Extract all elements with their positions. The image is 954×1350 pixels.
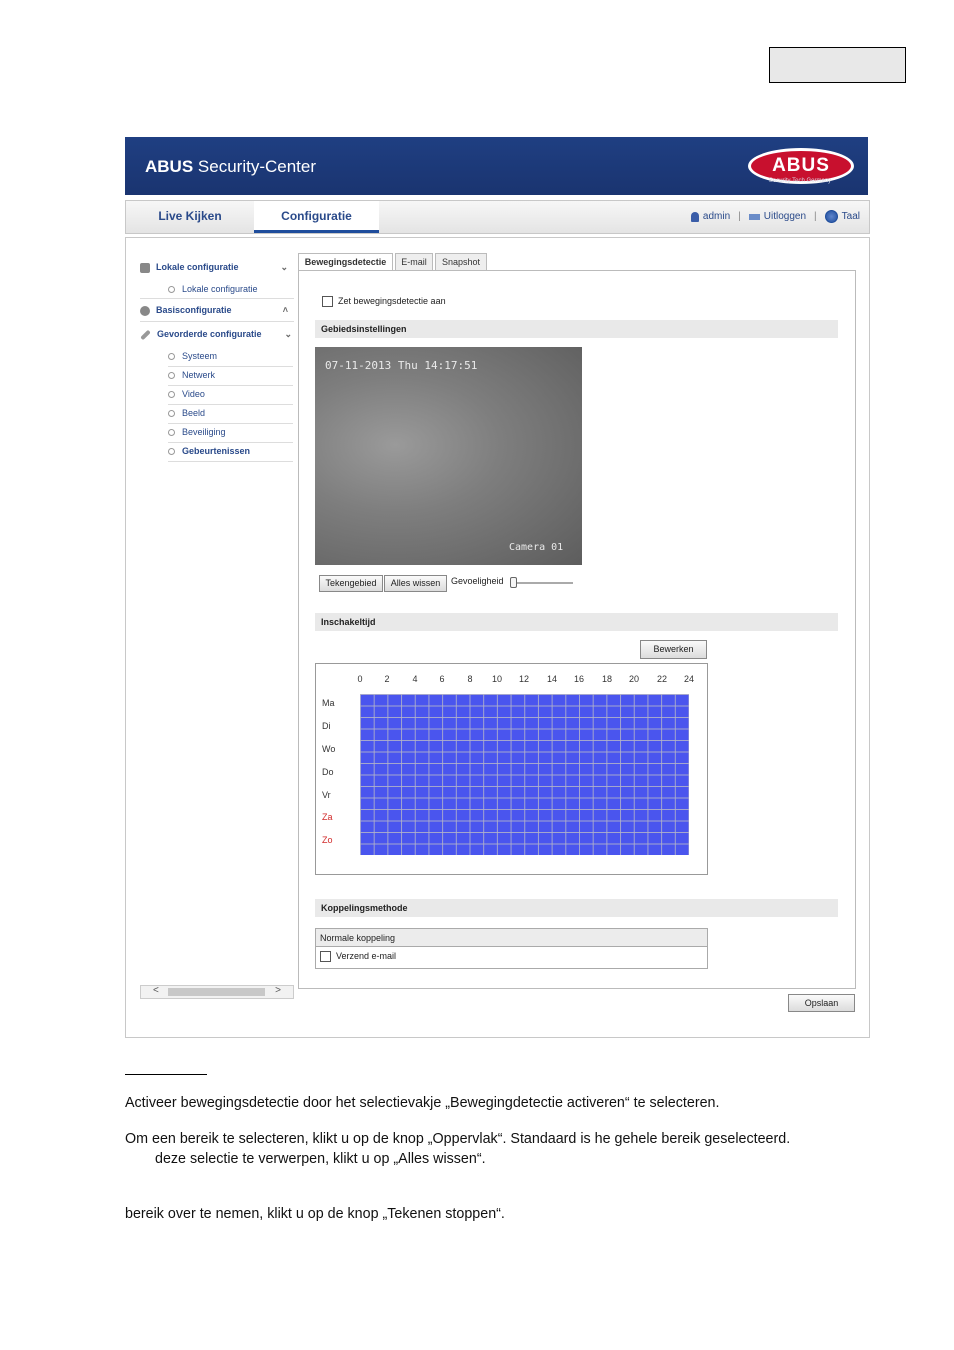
enable-motion-label: Zet bewegingsdetectie aan <box>338 296 446 306</box>
clear-all-button[interactable]: Alles wissen <box>384 575 447 592</box>
bullet-icon <box>168 448 175 455</box>
save-button[interactable]: Opslaan <box>788 994 855 1012</box>
sidebar-item-basic-config[interactable]: Basisconfiguratie ˄ <box>140 298 294 322</box>
sidebar-scrollbar[interactable] <box>140 985 294 999</box>
bullet-icon <box>168 286 175 293</box>
schedule-header: Inschakeltijd <box>315 613 838 631</box>
hour-label: 20 <box>628 674 639 684</box>
chevron-down-icon: ⌄ <box>284 329 292 339</box>
abus-logo: ABUS <box>748 148 854 184</box>
hour-label: 4 <box>412 674 418 684</box>
logout-link[interactable]: Uitloggen <box>763 211 807 222</box>
hour-label: 2 <box>384 674 390 684</box>
doc-paragraph: bereik over te nemen, klikt u op de knop „Tekenen stoppen“. <box>125 1206 505 1222</box>
day-label: Do <box>322 767 334 777</box>
sidebar-item-video[interactable]: Video <box>168 385 293 405</box>
hour-label: 0 <box>357 674 363 684</box>
sidebar-item-events[interactable]: Gebeurtenissen <box>168 442 293 462</box>
sidebar-item-network[interactable]: Netwerk <box>168 366 293 386</box>
sensitivity-slider-handle[interactable] <box>510 577 517 588</box>
language-link[interactable]: Taal <box>841 211 860 222</box>
sidebar-item-local-config[interactable]: Lokale configuratie ⌄ <box>140 256 294 278</box>
sidebar-item-advanced-config[interactable]: Gevorderde configuratie ⌄ <box>140 323 294 345</box>
security-center-window <box>125 137 869 1038</box>
chevron-down-icon: ⌄ <box>280 262 288 272</box>
bullet-icon <box>168 391 175 398</box>
scroll-thumb[interactable] <box>168 988 265 996</box>
user-icon <box>691 212 699 222</box>
video-timestamp: 07-11-2013 Thu 14:17:51 <box>325 359 478 372</box>
user-name[interactable]: admin <box>702 211 731 222</box>
hour-label: 16 <box>573 674 584 684</box>
doc-paragraph: Activeer bewegingsdetectie door het selectievakje „Bewegingdetectie activeren“ te selecteren. <box>125 1095 720 1111</box>
linkage-table <box>315 928 708 969</box>
bullet-icon <box>168 353 175 360</box>
logo-subtitle: Security Tech Germany <box>768 178 832 184</box>
hour-label: 6 <box>439 674 445 684</box>
separator: | <box>738 211 741 222</box>
footnote-rule <box>125 1074 207 1075</box>
schedule-table <box>315 663 708 875</box>
chevron-up-icon: ˄ <box>282 305 288 315</box>
sensitivity-slider-track[interactable] <box>511 582 573 584</box>
send-email-checkbox[interactable] <box>320 951 331 962</box>
sensitivity-label: Gevoeligheid <box>451 576 504 586</box>
motion-detection-panel <box>298 270 856 989</box>
bullet-icon <box>168 429 175 436</box>
day-label: Di <box>322 721 331 731</box>
sidebar-item-system[interactable]: Systeem <box>168 347 293 367</box>
hour-label: 18 <box>601 674 612 684</box>
separator: | <box>814 211 817 222</box>
bullet-icon <box>168 410 175 417</box>
sidebar-subitem-local-config[interactable]: Lokale configuratie <box>168 280 293 299</box>
doc-paragraph: Om een bereik te selecteren, klikt u op de knop „Oppervlak“. Standaard is he gehele bereik geselecteerd. <box>125 1131 791 1147</box>
sidebar-item-image[interactable]: Beeld <box>168 404 293 424</box>
day-label: Vr <box>322 790 331 800</box>
main-navbar <box>125 200 870 234</box>
hour-label: 8 <box>467 674 473 684</box>
tab-live-view[interactable]: Live Kijken <box>158 209 222 223</box>
enable-motion-checkbox[interactable] <box>322 296 333 307</box>
page-header-box <box>769 47 906 83</box>
hour-label: 14 <box>546 674 557 684</box>
camera-preview[interactable] <box>315 347 582 565</box>
logout-icon <box>749 214 760 220</box>
edit-schedule-button[interactable]: Bewerken <box>640 640 707 659</box>
globe-icon <box>825 210 838 223</box>
scroll-left-icon[interactable]: < <box>153 985 159 996</box>
tab-email[interactable]: E-mail <box>395 253 433 271</box>
hour-label: 22 <box>656 674 667 684</box>
day-label-weekend: Za <box>322 812 333 822</box>
user-menu <box>691 210 860 223</box>
app-banner <box>125 137 868 195</box>
day-label: Ma <box>322 698 335 708</box>
enable-motion-row[interactable] <box>322 296 446 307</box>
send-email-row[interactable] <box>320 951 396 962</box>
config-content <box>125 237 870 1038</box>
tab-configuration[interactable]: Configuratie <box>254 201 379 233</box>
scroll-right-icon[interactable]: > <box>275 985 281 996</box>
schedule-grid[interactable] <box>360 694 689 855</box>
gear-icon <box>140 306 150 316</box>
normal-linkage-header: Normale koppeling <box>316 929 707 947</box>
doc-paragraph: deze selectie te verwerpen, klikt u op „Alles wissen“. <box>155 1151 486 1167</box>
send-email-label: Verzend e-mail <box>336 951 397 961</box>
sidebar-item-security[interactable]: Beveiliging <box>168 423 293 443</box>
hour-label: 24 <box>683 674 694 684</box>
draw-area-button[interactable]: Tekengebied <box>319 575 383 592</box>
app-title: ABUS Security-Center <box>145 157 317 176</box>
linkage-header: Koppelingsmethode <box>315 899 838 917</box>
wrench-icon <box>140 329 151 340</box>
day-label: Wo <box>322 744 336 754</box>
video-camera-label: Camera 01 <box>509 542 564 553</box>
area-settings-header: Gebiedsinstellingen <box>315 320 838 338</box>
hour-label: 10 <box>491 674 502 684</box>
hour-label: 12 <box>518 674 529 684</box>
bullet-icon <box>168 372 175 379</box>
day-label-weekend: Zo <box>322 835 333 845</box>
tab-motion-detection[interactable]: Bewegingsdetectie <box>298 253 393 272</box>
local-config-icon <box>140 263 150 273</box>
tab-snapshot[interactable]: Snapshot <box>435 253 487 271</box>
